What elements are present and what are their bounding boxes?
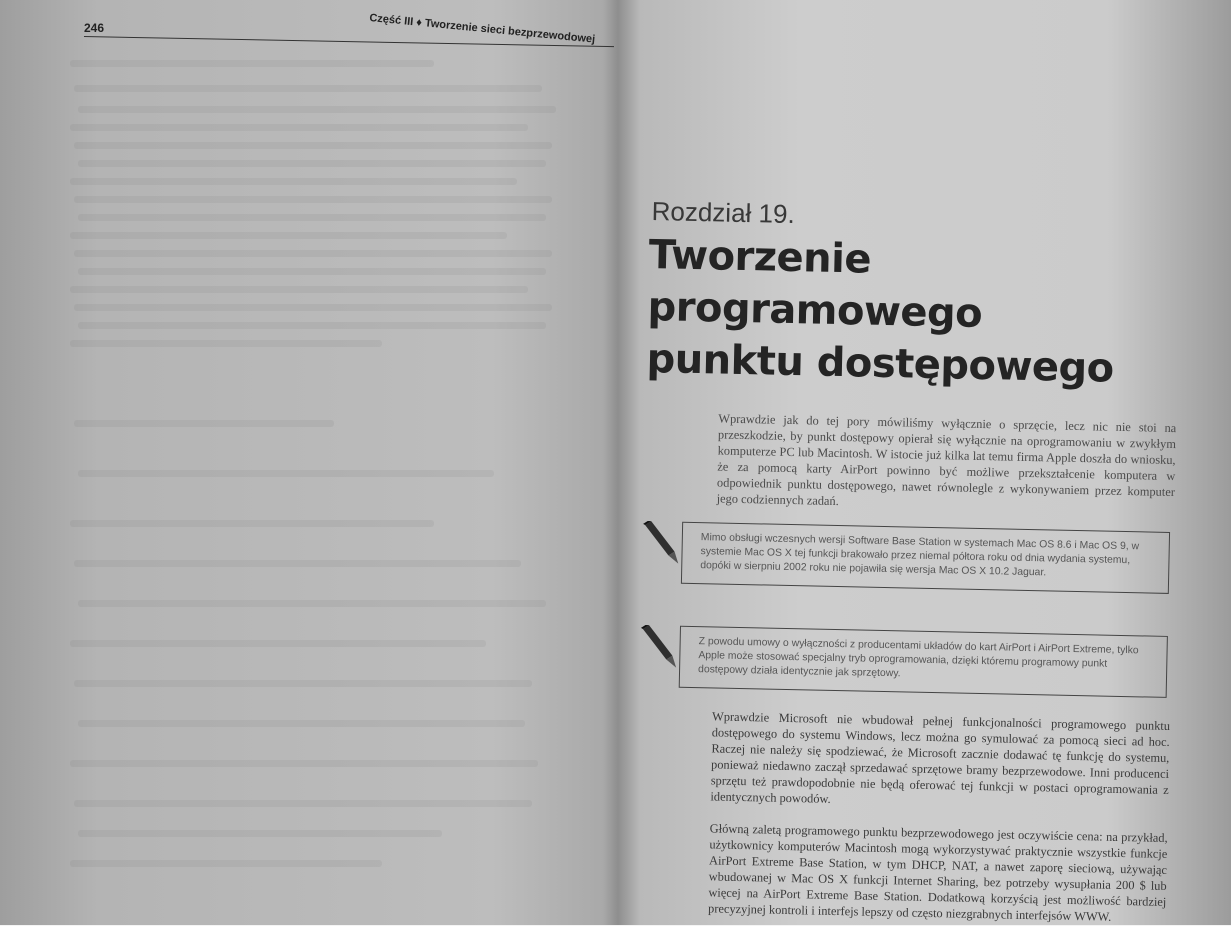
- page-number: 246: [84, 21, 105, 35]
- running-header: Część III ♦ Tworzenie sieci bezprzewodowej: [368, 12, 596, 46]
- note-1: [641, 521, 1183, 620]
- ghost-line: [70, 860, 382, 867]
- ghost-line: [74, 250, 552, 257]
- ghost-line: [70, 178, 517, 185]
- ghost-line: [74, 420, 334, 427]
- ghost-line: [78, 322, 546, 329]
- body-paragraph: Wprawdzie Microsoft nie wbudował pełnej funkcjonalności programowego punktu dostępowego do systemu Windows, lecz można go symulować za pomocą sieci ad hoc. Raczej nie należy się spodziewać, że Microsoft zacznie dodawać tę funkcję do systemu, ponieważ niedawno zaczął sprzedawać sprzętowe bramy bezprzewodowe. Inni producenci sprzętu też prawdopodobnie nie będą oferować tej funkcji w postaci oprogramowania z identycznych powodów.: [710, 709, 1171, 806]
- ghost-line: [78, 268, 546, 275]
- ghost-line: [70, 760, 538, 767]
- ghost-line: [78, 720, 525, 727]
- ghost-line: [74, 142, 552, 149]
- note-2: [640, 625, 1181, 708]
- ghost-line: [78, 600, 546, 607]
- ghost-line: [70, 232, 507, 239]
- right-page: [600, 0, 1231, 925]
- ghost-line: [74, 196, 552, 203]
- ghost-line: [78, 160, 546, 167]
- ghost-line: [78, 470, 494, 477]
- pencil-icon: [638, 625, 679, 672]
- note-box: Mimo obsługi wczesnych wersji Software Base Station w systemach Mac OS 8.6 i Mac OS 9, w systemie Mac OS X tej funkcji brakowało przez niemal półtora roku od dnia wydania systemu, dopóki w sierpniu 2002 roku nie pojawiła się wersja Mac OS X 10.2 Jaguar.: [681, 522, 1170, 594]
- ghost-line: [70, 340, 382, 347]
- note-box: Z powodu umowy o wyłączności z producentami układów do kart AirPort i AirPort Extreme, tylko Apple może stosować specjalny tryb oprogramowania, dzięki któremu programowy punkt dostępowy działa identycznie jak sprzętowy.: [679, 626, 1168, 698]
- ghost-line: [74, 800, 532, 807]
- body-paragraph: Główną zaletą programowego punktu bezprzewodowego jest oczywiście cena: na przykład, użytkownicy komputerów Macintosh mogą wykorzystywać praktycznie wszystkie funkcje AirPort Extreme Base Station, w tym DHCP, NAT, a nawet zaporę sieciową, używając wbudowanej w Mac OS X funkcji Internet Sharing, bez potrzeby wysupłania 200 $ lub więcej na AirPort Extreme Base Station. Dodatkową korzyścią jest możliwość bardziej precyzyjnej kontroli i interfejs lepszy od często niezgrabnych interfejsów WWW.: [707, 821, 1168, 924]
- chapter-title-line-2: punktu dostępowego: [646, 335, 1115, 392]
- intro-paragraph: Wprawdzie jak do tej pory mówiliśmy wyłącznie o sprzęcie, lecz nic nie stoi na przeszkodzie, by punkt dostępowy opierał się wyłącznie na oprogramowaniu w zwykłym komputerze PC lub Macintosh. W istocie już kilka lat temu firma Apple doszła do wniosku, że za pomocą karty AirPort powinno być możliwe przekształcenie komputera w odpowiednik punktu dostępowego, nawet równolegle z wykonywaniem przez komputer jego codziennych zadań.: [716, 411, 1177, 509]
- ghost-line: [70, 520, 434, 527]
- chapter-label: Rozdział 19.: [651, 196, 796, 230]
- ghost-line: [70, 60, 434, 67]
- ghost-line: [74, 85, 542, 92]
- ghost-line: [78, 830, 442, 837]
- ghost-line: [70, 640, 486, 647]
- chapter-title-line-1: Tworzenie programowego: [647, 231, 983, 337]
- ghost-line: [70, 124, 528, 131]
- ghost-line: [74, 560, 521, 567]
- ghost-line: [78, 106, 556, 113]
- ghost-line: [70, 286, 528, 293]
- ghost-line: [74, 304, 552, 311]
- chapter-content: [635, 196, 1190, 926]
- ghost-line: [74, 680, 532, 687]
- left-page: [0, 0, 614, 925]
- chapter-title: [646, 229, 1189, 396]
- pencil-icon: [640, 521, 681, 568]
- ghost-line: [78, 214, 546, 221]
